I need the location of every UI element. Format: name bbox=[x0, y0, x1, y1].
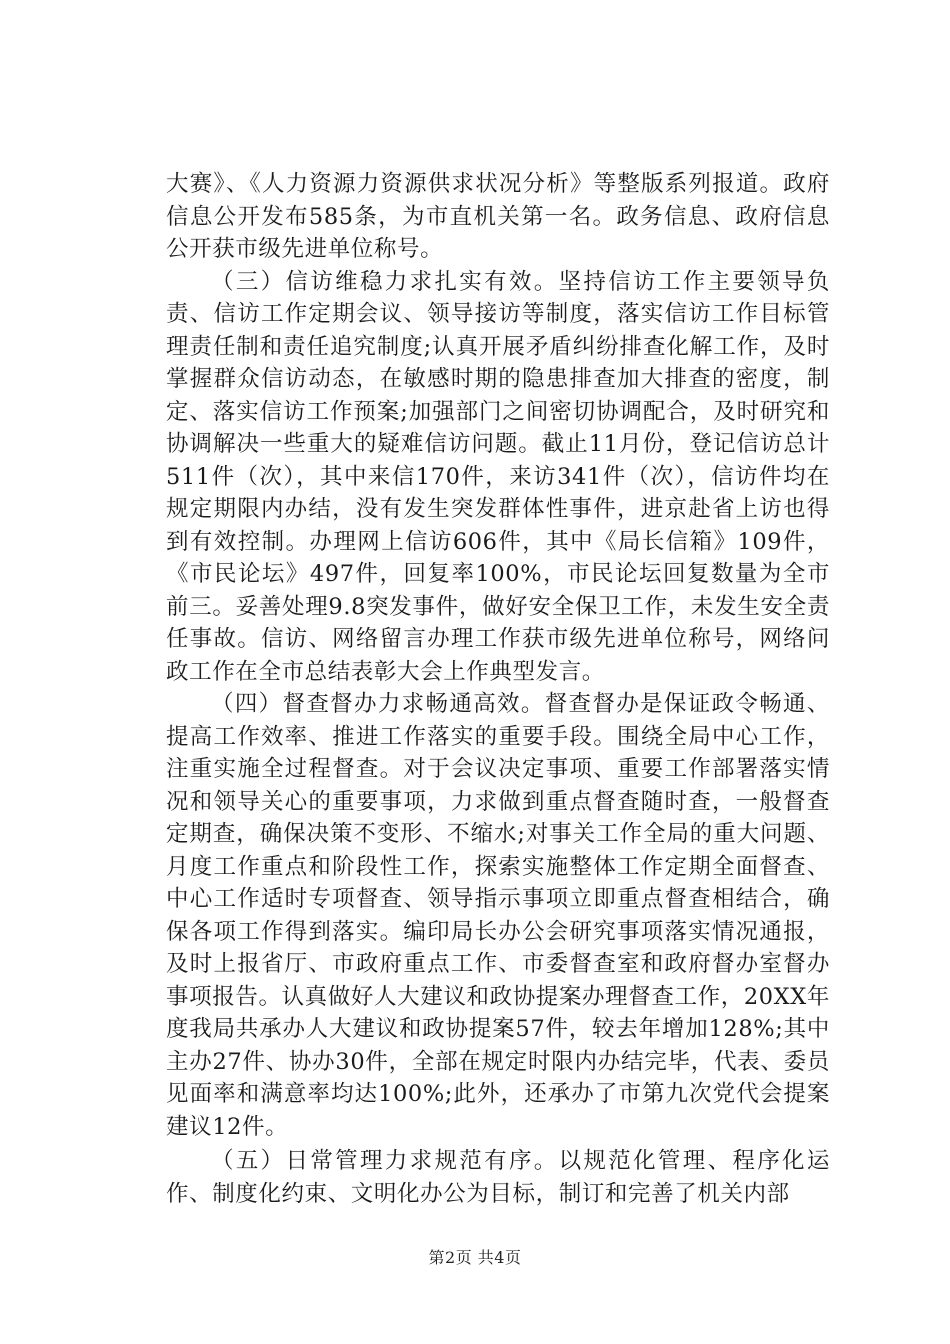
paragraph-management-section: （五）日常管理力求规范有序。以规范化管理、程序化运作、制度化约束、文明化办公为目标，制订和完善了机关内部 bbox=[166, 1148, 830, 1207]
page-number-footer: 第2页 共4页 bbox=[428, 1248, 522, 1267]
paragraph-continuation: 大赛》、《人力资源力资源供求状况分析》等整版系列报道。政府信息公开发布585条，为市直机关第一名。政务信息、政府信息公开获市级先进单位称号。 bbox=[166, 171, 830, 262]
paragraph-supervision-section: （四）督查督办力求畅通高效。督查督办是保证政令畅通、提高工作效率、推进工作落实的重要手段。围绕全局中心工作，注重实施全过程督查。对于会议决定事项、重要工作部署落实情况和领导关心的重要事项，力求做到重点督查随时查，一般督查定期查，确保决策不变形、不缩水;对事关工作全局的重大问题、月度工作重点和阶段性工作，探索实施整体工作定期全面督查、中心工作适时专项督查、领导指示事项立即重点督查相结合，确保各项工作得到落实。编印局长办公会研究事项落实情况通报，及时上报省厅、市政府重点工作、市委督查室和政府督办室督办事项报告。认真做好人大建议和政协提案办理督查工作，20XX年度我局共承办人大建议和政协提案57件，较去年增加128%;其中主办27件、协办30件，全部在规定时限内办结完毕，代表、委员见面率和满意率均达100%;此外，还承办了市第九次党代会提案建议12件。 bbox=[166, 691, 830, 1140]
paragraph-petition-section: （三）信访维稳力求扎实有效。坚持信访工作主要领导负责、信访工作定期会议、领导接访等制度，落实信访工作目标管理责任制和责任追究制度;认真开展矛盾纠纷排查化解工作，及时掌握群众信访动态，在敏感时期的隐患排查加大排查的密度，制定、落实信访工作预案;加强部门之间密切协调配合，及时研究和协调解决一些重大的疑难信访问题。截止11月份，登记信访总计511件（次），其中来信170件，来访341件（次），信访件均在规定期限内办结，没有发生突发群体性事件，进京赴省上访也得到有效控制。办理网上信访606件，其中《局长信箱》109件，《市民论坛》497件，回复率100%，市民论坛回复数量为全市前三。妥善处理9.8突发事件，做好安全保卫工作，未发生安全责任事故。信访、网络留言办理工作获市级先进单位称号，网络问政工作在全市总结表彰大会上作典型发言。 bbox=[166, 268, 830, 685]
document-body bbox=[166, 168, 830, 1210]
